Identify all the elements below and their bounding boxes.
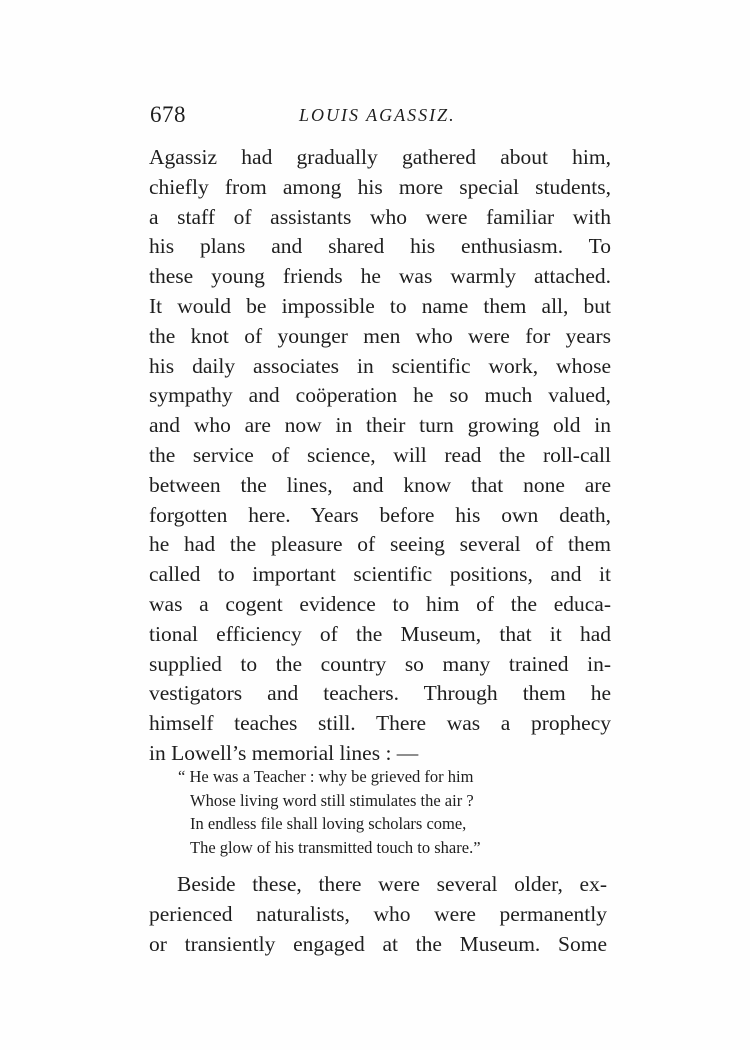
text-line: and who are now in their turn growing old in [149, 413, 611, 438]
text-line: between the lines, and know that none are [149, 472, 611, 497]
verse-line: Whose living word still stimulates the air ? [190, 790, 474, 810]
text-line: his plans and shared his enthusiasm. To [149, 234, 611, 259]
text-line: supplied to the country so many trained in- [149, 651, 611, 676]
text-line: his daily associates in scientific work, whose [149, 353, 611, 378]
page-number: 678 [150, 102, 186, 127]
text-line: in Lowell’s memorial lines : — [149, 740, 419, 765]
text-line: chiefly from among his more special students, [149, 174, 611, 199]
verse-line: In endless file shall loving scholars come, [190, 814, 467, 833]
text-line: It would be impossible to name them all, but [149, 293, 611, 318]
paragraph-main [149, 143, 611, 769]
text-line: Beside these, there were several older, ex- [177, 872, 607, 896]
text-line: the service of science, will read the roll-call [149, 442, 611, 467]
paragraph-following [149, 870, 607, 959]
text-line: called to important scientific positions, and it [149, 562, 611, 587]
running-head [150, 102, 620, 132]
text-line: perienced naturalists, who were permanently [149, 901, 607, 926]
verse-line: “ He was a Teacher : why be grieved for him [178, 767, 474, 786]
text-line: a staff of assistants who were familiar with [149, 204, 611, 229]
text-line: or transiently engaged at the Museum. Some [149, 931, 607, 956]
text-line: was a cogent evidence to him of the educa- [149, 591, 611, 616]
verse-line: The glow of his transmitted touch to share.” [190, 837, 481, 857]
text-line: tional efficiency of the Museum, that it had [149, 621, 611, 646]
text-line: these young friends he was warmly attached. [149, 264, 611, 289]
running-title: LOUIS AGASSIZ. [299, 105, 456, 125]
text-line: sympathy and coöperation he so much valued, [149, 383, 611, 408]
text-line: Agassiz had gradually gathered about him, [149, 145, 611, 169]
verse-quotation [178, 765, 558, 859]
text-line: forgotten here. Years before his own death, [149, 502, 611, 527]
text-line: himself teaches still. There was a prophecy [149, 711, 611, 736]
text-line: vestigators and teachers. Through them he [149, 681, 611, 706]
text-line: the knot of younger men who were for years [149, 323, 611, 348]
text-line: he had the pleasure of seeing several of them [149, 532, 611, 557]
